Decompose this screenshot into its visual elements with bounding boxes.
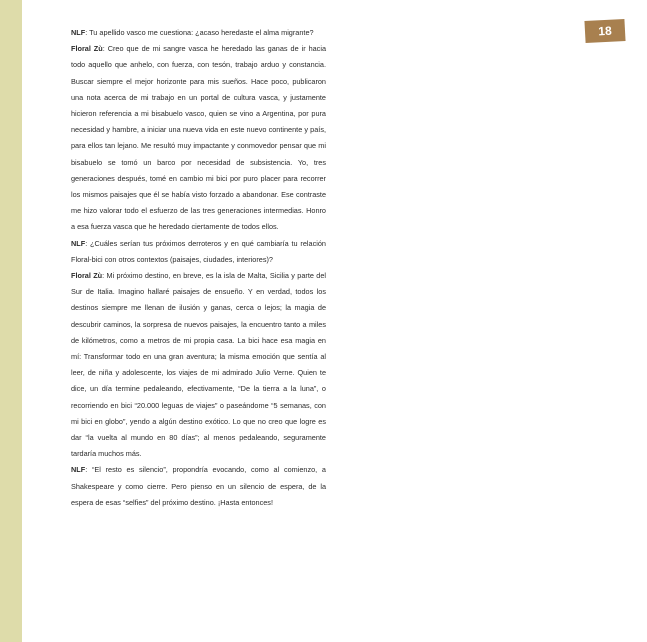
interview-text-column xyxy=(71,25,326,511)
speaker-label: NLF xyxy=(71,28,86,37)
speaker-label: Floral Zù xyxy=(71,44,103,54)
interview-paragraph: Floral Zù: Mi próximo destino, en breve, es la isla de Malta, Sicilia y parte del Sur de Italia. Imagino hallaré paisajes de ensueño. Y en verdad, todos los destinos siempre me llenan de ilusión y ganas, cerca o lejos; la magia de descubrir caminos, la sorpresa de nuevos paisajes, la encuentro tanto a miles de kilómetros, como a metros de mi propia casa. La bici hace esa magia en mí: Transformar todo en una gran aventura; la misma emoción que sentía al leer, de niña y adolescente, los viajes de mi admirado Julio Verne. Quien te dice, un día termine pedaleando, efectivamente, “De la tierra a la luna”, o recorriendo en bici “20.000 leguas de viajes” o paseándome “5 semanas, con mi bici en globo”, yendo a algún destino exótico. Lo que no creo que logre es dar “la vuelta al mundo en 80 días”; al menos pedaleando, seguramente tardaría muchos más. xyxy=(71,271,327,459)
speaker-label: Floral Zù xyxy=(71,271,103,281)
interview-paragraph: Floral Zù: Creo que de mi sangre vasca he heredado las ganas de ir hacia todo aquello que anhelo, con fuerza, con tesón, trabajo arduo y constancia. Buscar siempre el mejor horizonte para mis sueños. Hace poco, publicaron una nota acerca de mi trabajo en un portal de cultura vasca, y justamente hicieron referencia a mi bisabuelo vasco, quien se vino a Argentina, por pura necesidad y hambre, a iniciar una nueva vida en este nuevo continente y país, para ellos tan lejano. Me resultó muy impactante y conmovedor pensar que mi bisabuelo se tomó un barco por necesidad de subsistencia. Yo, tres generaciones después, tomé en cambio mi bici por puro placer para recorrer los mismos paisajes que él se había visto forzado a abandonar. Ese contraste me hizo valorar todo el esfuerzo de las tres generaciones intermedias. Honro a esa fuerza vasca que he heredado ciertamente de todos ellos. xyxy=(71,44,327,232)
side-color-band xyxy=(0,0,22,642)
speaker-label: NLF xyxy=(71,238,86,248)
page-number-badge: 18 xyxy=(584,19,625,43)
paragraph-text: ¿Cuáles serían tus próximos derroteros y en qué cambiaría tu relación Floral-bici con otros contextos (paisajes, ciudades, interiores)? xyxy=(71,238,326,264)
paragraph-text: Creo que de mi sangre vasca he heredado las ganas de ir hacia todo aquello que anhelo, con fuerza, con tesón, trabajo arduo y constancia. Buscar siempre el mejor horizonte para mis sueños. Hace poco, publicaron una nota acerca de mi trabajo en un portal de cultura vasca, y justamente hicieron referencia a mi bisabuelo vasco, quien se vino a Argentina, por pura necesidad y hambre, a iniciar una nueva vida en este nuevo continente y país, para ellos tan lejano. Me resultó muy impactante y conmovedor pensar que mi bisabuelo se tomó un barco por necesidad de subsistencia. Yo, tres generaciones después, tomé en cambio mi bici por puro placer para recorrer los mismos paisajes que él se había visto forzado a abandonar. Ese contraste me hizo valorar todo el esfuerzo de las tres generaciones intermedias. Honro a esa fuerza vasca que he heredado ciertamente de todos ellos. xyxy=(71,44,327,232)
paragraph-text: Tu apellido vasco me cuestiona: ¿acaso heredaste el alma migrante? xyxy=(89,28,314,37)
paragraph-text: Mi próximo destino, en breve, es la isla de Malta, Sicilia y parte del Sur de Italia. Imagino hallaré paisajes de ensueño. Y en verdad, todos los destinos siempre me llenan de ilusión y ganas, cerca o lejos; la magia de descubrir caminos, la sorpresa de nuevos paisajes, la encuentro tanto a miles de kilómetros, como a metros de mi propia casa. La bici hace esa magia en mí: Transformar todo en una gran aventura; la misma emoción que sentía al leer, de niña y adolescente, los viajes de mi admirado Julio Verne. Quien te dice, un día termine pedaleando, efectivamente, “De la tierra a la luna”, o recorriendo en bici “20.000 leguas de viajes” o paseándome “5 semanas, con mi bici en globo”, yendo a algún destino exótico. Lo que no creo que logre es dar “la vuelta al mundo en 80 días”; al menos pedaleando, seguramente tardaría muchos más. xyxy=(71,271,327,459)
speaker-label: NLF xyxy=(71,465,86,475)
paragraph-text: “El resto es silencio”, propondría evocando, como al comienzo, a Shakespeare y como cierre. Pero pienso en un silencio de espera, de la espera de esas “selfies” del próximo destino. ¡Hasta entonces! xyxy=(71,465,326,507)
interview-paragraph: NLF: “El resto es silencio”, propondría evocando, como al comienzo, a Shakespeare y como cierre. Pero pienso en un silencio de espera, de la espera de esas “selfies” del próximo destino. ¡Hasta entonces! xyxy=(71,465,326,507)
interview-paragraph: NLF: Tu apellido vasco me cuestiona: ¿acaso heredaste el alma migrante? xyxy=(71,28,314,37)
interview-paragraph: NLF: ¿Cuáles serían tus próximos derroteros y en qué cambiaría tu relación Floral-bici con otros contextos (paisajes, ciudades, interiores)? xyxy=(71,238,326,264)
